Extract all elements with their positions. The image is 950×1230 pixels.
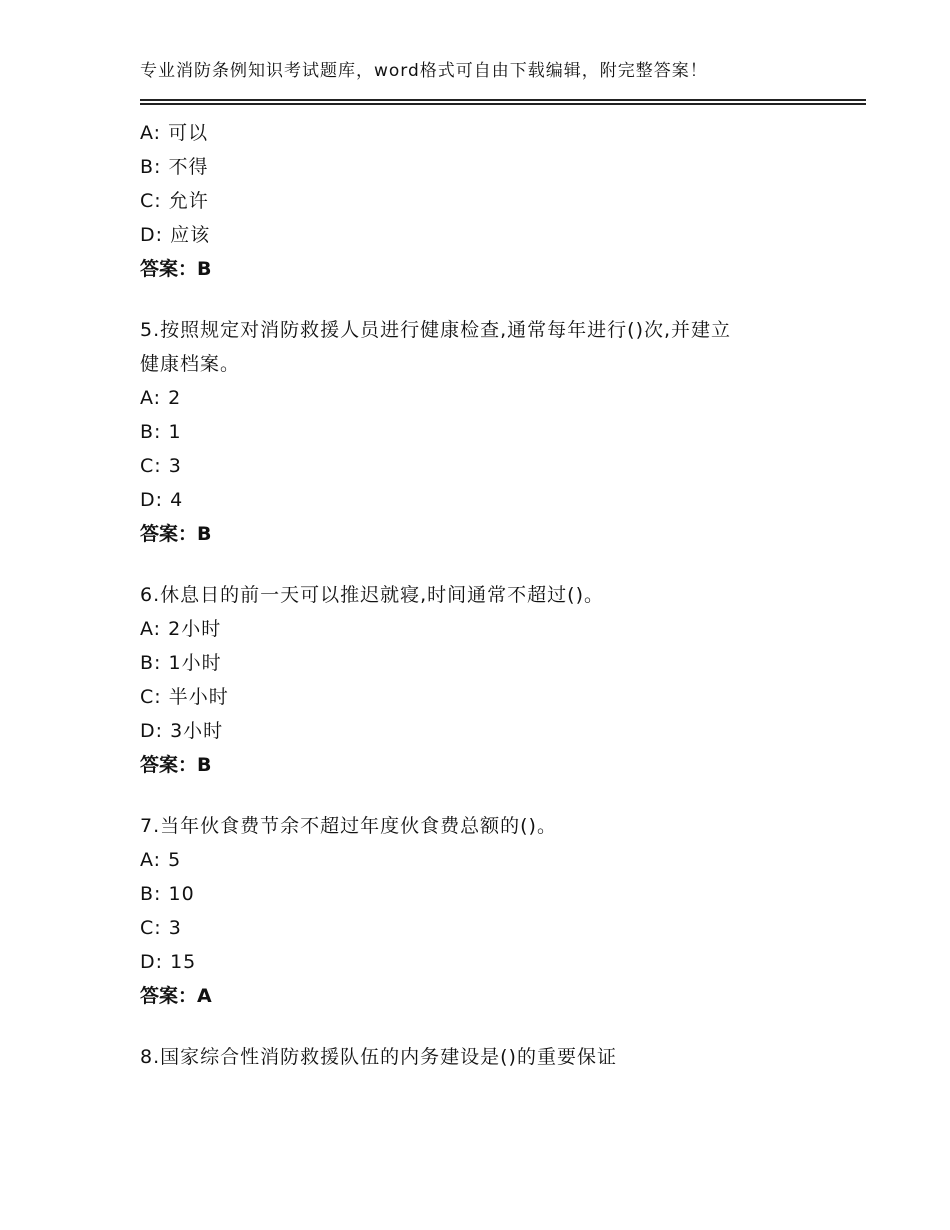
question-block-6 [140,578,840,782]
question-text-continued: 健康档案。 [140,353,241,375]
answer-label: 答案：A [140,985,212,1007]
question-block-8 [140,1040,840,1074]
option-b: B: 1 [140,421,182,443]
option-a: A: 2小时 [140,618,222,640]
answer-label: 答案：B [140,523,212,545]
question-block-4 [140,116,840,286]
question-text: 6.休息日的前一天可以推迟就寝,时间通常不超过()。 [140,584,604,606]
answer-label: 答案：B [140,258,212,280]
question-text: 5.按照规定对消防救援人员进行健康检查,通常每年进行()次,并建立 [140,319,732,341]
option-c: C: 3 [140,917,182,939]
option-d: D: 应该 [140,224,211,246]
header-rule-bottom [140,103,866,105]
question-text: 8.国家综合性消防救援队伍的内务建设是()的重要保证 [140,1046,617,1068]
document-header: 专业消防条例知识考试题库，word格式可自由下载编辑，附完整答案！ [140,61,708,81]
question-list [140,116,840,1074]
option-a: A: 可以 [140,122,209,144]
option-a: A: 5 [140,849,182,871]
option-b: B: 不得 [140,156,209,178]
question-text: 7.当年伙食费节余不超过年度伙食费总额的()。 [140,815,557,837]
question-block-5 [140,313,840,551]
option-b: B: 1小时 [140,652,222,674]
option-d: D: 4 [140,489,184,511]
option-c: C: 3 [140,455,182,477]
option-a: A: 2 [140,387,182,409]
question-block-7 [140,809,840,1013]
answer-label: 答案：B [140,754,212,776]
option-b: B: 10 [140,883,195,905]
option-d: D: 3小时 [140,720,224,742]
header-rule-top [140,99,866,101]
option-c: C: 允许 [140,190,209,212]
option-d: D: 15 [140,951,197,973]
option-c: C: 半小时 [140,686,229,708]
